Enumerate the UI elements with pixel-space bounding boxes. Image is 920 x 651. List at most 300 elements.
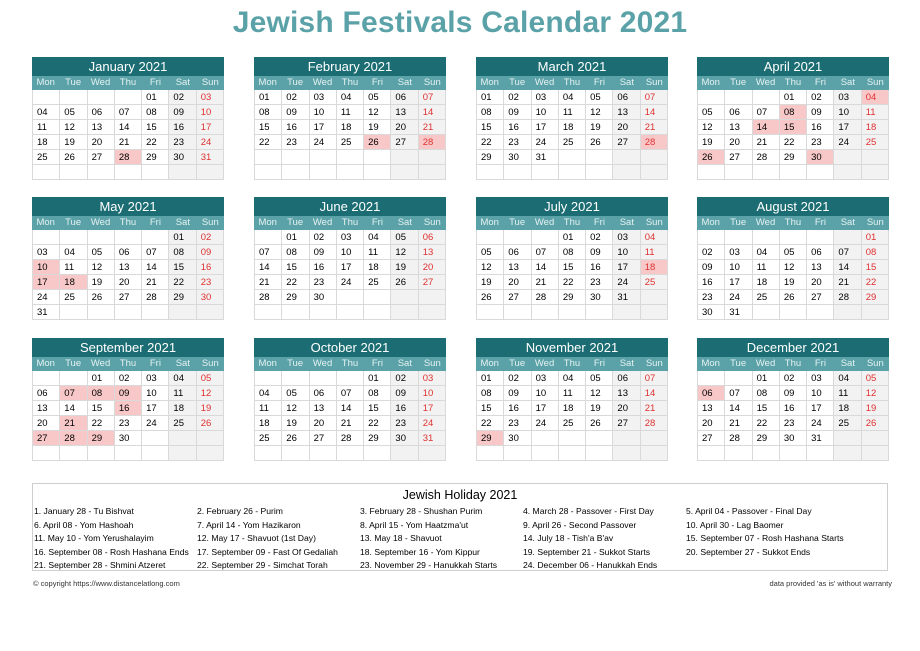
day-grid [697,90,889,180]
holiday-list-item: 11. May 10 - Yom Yerushalayim [34,533,154,543]
holiday-list-item: 6. April 08 - Yom Hashoah [34,519,134,530]
day-cell: 02 [504,371,531,386]
day-cell: 17 [807,401,834,416]
day-cell: 29 [559,290,586,305]
day-cell: 20 [807,275,834,290]
day-cell: 27 [419,275,446,290]
day-cell: 29 [364,431,391,446]
day-cell: 06 [310,386,337,401]
weekday-label: Sun [866,358,884,369]
day-cell: 12 [586,386,613,401]
month-calendar [697,197,889,320]
day-cell: 09 [504,386,531,401]
day-cell: 23 [698,290,725,305]
month-calendar [476,338,668,461]
day-cell: 21 [753,135,780,150]
empty-day-cell [532,165,559,180]
day-cell: 22 [88,416,115,431]
day-cell: 18 [169,401,196,416]
holiday-day-cell: 27 [33,431,60,446]
day-cell: 03 [337,230,364,245]
day-cell: 13 [504,260,531,275]
day-cell: 01 [862,230,889,245]
day-cell: 03 [613,230,640,245]
day-cell: 28 [834,290,861,305]
day-cell: 23 [197,275,224,290]
empty-day-cell [391,150,418,165]
empty-day-cell [310,446,337,461]
empty-day-cell [419,446,446,461]
empty-day-cell [807,165,834,180]
day-cell: 13 [725,120,752,135]
weekday-label: Mon [701,217,720,228]
day-cell: 12 [88,260,115,275]
weekday-header [476,76,668,90]
empty-day-cell [780,305,807,320]
holiday-list-item: 1. January 28 - Tu Bishvat [34,506,134,516]
day-cell: 26 [282,431,309,446]
empty-day-cell [88,165,115,180]
day-cell: 12 [477,260,504,275]
empty-day-cell [33,90,60,105]
day-cell: 08 [255,105,282,120]
day-cell: 28 [255,290,282,305]
weekday-label: Wed [312,217,333,228]
day-cell: 11 [33,120,60,135]
day-cell: 12 [391,245,418,260]
day-cell: 21 [641,401,668,416]
empty-day-cell [698,230,725,245]
day-cell: 12 [282,401,309,416]
empty-day-cell [310,150,337,165]
empty-day-cell [586,431,613,446]
day-cell: 24 [310,135,337,150]
empty-day-cell [698,165,725,180]
empty-day-cell [807,230,834,245]
empty-day-cell [477,230,504,245]
day-cell: 14 [115,120,142,135]
weekday-label: Thu [341,358,359,369]
day-cell: 12 [364,105,391,120]
day-cell: 02 [807,90,834,105]
day-cell: 25 [169,416,196,431]
day-cell: 30 [504,431,531,446]
empty-day-cell [364,305,391,320]
empty-day-cell [862,446,889,461]
day-cell: 09 [807,105,834,120]
day-cell: 17 [613,260,640,275]
holiday-day-cell: 18 [60,275,87,290]
weekday-label: Tue [509,77,526,88]
day-cell: 16 [504,401,531,416]
day-cell: 27 [613,135,640,150]
day-cell: 19 [60,135,87,150]
day-cell: 16 [197,260,224,275]
day-cell: 08 [477,105,504,120]
month-title: April 2021 [697,57,889,76]
day-cell: 06 [88,105,115,120]
weekday-label: Mon [258,217,277,228]
weekday-header [254,76,446,90]
weekday-label: Wed [90,217,111,228]
empty-day-cell [780,165,807,180]
weekday-label: Sun [201,77,219,88]
weekday-label: Sat [175,217,190,228]
day-cell: 25 [753,290,780,305]
day-cell: 17 [142,401,169,416]
holiday-list-item: 22. September 29 - Simchat Torah [197,560,328,570]
empty-day-cell [60,305,87,320]
day-cell: 07 [337,386,364,401]
day-cell: 27 [391,135,418,150]
weekday-label: Mon [480,358,499,369]
day-cell: 08 [559,245,586,260]
holiday-list-item: 23. November 29 - Hanukkah Starts [360,560,498,570]
day-cell: 27 [807,290,834,305]
day-cell: 27 [504,290,531,305]
day-cell: 14 [834,260,861,275]
day-cell: 13 [115,260,142,275]
empty-day-cell [753,446,780,461]
day-cell: 30 [391,431,418,446]
day-cell: 22 [559,275,586,290]
day-cell: 22 [477,135,504,150]
weekday-label: Tue [287,77,304,88]
empty-day-cell [504,305,531,320]
day-cell: 25 [641,275,668,290]
day-cell: 14 [641,105,668,120]
day-cell: 11 [364,245,391,260]
empty-day-cell [115,446,142,461]
holiday-list-item: 19. September 21 - Sukkot Starts [523,546,651,557]
weekday-label: Tue [730,217,747,228]
weekday-label: Fri [371,217,383,228]
day-cell: 23 [504,135,531,150]
day-cell: 20 [310,416,337,431]
weekday-label: Fri [149,77,161,88]
day-cell: 05 [88,245,115,260]
day-cell: 06 [613,371,640,386]
day-cell: 05 [282,386,309,401]
day-cell: 05 [197,371,224,386]
day-cell: 19 [586,120,613,135]
month-title: February 2021 [254,57,446,76]
day-cell: 08 [477,386,504,401]
empty-day-cell [559,150,586,165]
day-cell: 08 [753,386,780,401]
weekday-label: Tue [65,358,82,369]
day-cell: 18 [753,275,780,290]
empty-day-cell [834,305,861,320]
day-cell: 31 [613,290,640,305]
weekday-label: Thu [341,77,359,88]
weekday-label: Sun [645,217,663,228]
day-cell: 08 [169,245,196,260]
day-cell: 01 [477,90,504,105]
day-cell: 13 [88,120,115,135]
empty-day-cell [60,371,87,386]
empty-day-cell [613,150,640,165]
day-cell: 21 [725,416,752,431]
day-cell: 16 [310,260,337,275]
day-cell: 09 [391,386,418,401]
day-grid [32,371,224,461]
day-cell: 04 [559,90,586,105]
copyright-footer: © copyright https://www.distancelatlong.com [33,579,180,588]
day-cell: 31 [532,150,559,165]
day-cell: 22 [255,135,282,150]
weekday-label: Mon [480,77,499,88]
holiday-day-cell: 07 [60,386,87,401]
empty-day-cell [419,165,446,180]
day-cell: 02 [504,90,531,105]
day-cell: 21 [255,275,282,290]
empty-day-cell [559,165,586,180]
holiday-list-item: 3. February 28 - Shushan Purim [360,506,483,516]
weekday-label: Fri [593,358,605,369]
day-cell: 21 [337,416,364,431]
day-cell: 26 [197,416,224,431]
day-cell: 22 [862,275,889,290]
day-cell: 22 [142,135,169,150]
empty-day-cell [391,446,418,461]
empty-day-cell [60,446,87,461]
day-grid [697,230,889,320]
month-title: January 2021 [32,57,224,76]
day-cell: 16 [504,120,531,135]
day-cell: 01 [477,371,504,386]
day-cell: 24 [613,275,640,290]
weekday-label: Sat [397,358,412,369]
holiday-list-item: 17. September 09 - Fast Of Gedaliah [197,546,338,557]
day-cell: 23 [169,135,196,150]
weekday-label: Fri [814,217,826,228]
weekday-label: Fri [814,77,826,88]
day-cell: 22 [282,275,309,290]
day-cell: 11 [753,260,780,275]
day-cell: 30 [698,305,725,320]
holiday-list-box [32,483,888,571]
weekday-label: Sat [397,77,412,88]
day-cell: 24 [337,275,364,290]
holiday-list-item: 14. July 18 - Tish'a B'av [523,533,614,543]
empty-day-cell [255,305,282,320]
empty-day-cell [364,165,391,180]
empty-day-cell [807,446,834,461]
holiday-day-cell: 28 [115,150,142,165]
month-title: July 2021 [476,197,668,216]
day-cell: 19 [586,401,613,416]
day-cell: 10 [807,386,834,401]
day-cell: 26 [586,135,613,150]
empty-day-cell [337,305,364,320]
day-cell: 11 [641,245,668,260]
day-cell: 23 [310,275,337,290]
day-cell: 17 [532,401,559,416]
weekday-label: Thu [119,358,137,369]
month-calendar [32,197,224,320]
day-cell: 01 [255,90,282,105]
empty-day-cell [698,371,725,386]
day-cell: 29 [780,150,807,165]
holiday-list-item: 21. September 28 - Shmini Atzeret [34,560,166,570]
weekday-label: Sun [866,77,884,88]
holiday-day-cell: 26 [364,135,391,150]
day-cell: 24 [419,416,446,431]
empty-day-cell [807,305,834,320]
day-cell: 24 [532,416,559,431]
month-calendar [476,197,668,320]
empty-day-cell [115,165,142,180]
day-cell: 02 [197,230,224,245]
day-cell: 11 [169,386,196,401]
day-cell: 13 [310,401,337,416]
day-cell: 10 [142,386,169,401]
empty-day-cell [364,446,391,461]
day-cell: 14 [419,105,446,120]
day-cell: 05 [391,230,418,245]
day-cell: 01 [364,371,391,386]
empty-day-cell [753,165,780,180]
weekday-label: Sun [423,77,441,88]
day-cell: 27 [698,431,725,446]
weekday-label: Tue [730,77,747,88]
empty-day-cell [115,90,142,105]
empty-day-cell [586,446,613,461]
empty-day-cell [780,230,807,245]
day-cell: 11 [559,386,586,401]
day-cell: 08 [364,386,391,401]
holiday-day-cell: 29 [477,431,504,446]
day-cell: 13 [33,401,60,416]
weekday-label: Thu [563,217,581,228]
day-cell: 06 [419,230,446,245]
day-cell: 10 [613,245,640,260]
holiday-day-cell: 08 [88,386,115,401]
holiday-list-item: 2. February 26 - Purim [197,506,283,516]
empty-day-cell [532,305,559,320]
day-cell: 07 [834,245,861,260]
empty-day-cell [559,446,586,461]
day-cell: 20 [33,416,60,431]
empty-day-cell [504,230,531,245]
weekday-label: Thu [341,217,359,228]
holiday-list-item: 10. April 30 - Lag Baomer [686,519,784,530]
empty-day-cell [698,90,725,105]
day-cell: 24 [142,416,169,431]
empty-day-cell [255,150,282,165]
holiday-list-item: 12. May 17 - Shavuot (1st Day) [197,533,316,543]
empty-day-cell [725,446,752,461]
day-cell: 20 [613,401,640,416]
weekday-label: Mon [480,217,499,228]
day-cell: 30 [504,150,531,165]
day-cell: 21 [532,275,559,290]
day-cell: 22 [753,416,780,431]
day-cell: 07 [255,245,282,260]
holiday-day-cell: 14 [753,120,780,135]
empty-day-cell [613,165,640,180]
day-cell: 01 [88,371,115,386]
weekday-label: Sat [840,77,855,88]
day-cell: 03 [725,245,752,260]
day-cell: 19 [780,275,807,290]
day-cell: 04 [559,371,586,386]
day-cell: 13 [391,105,418,120]
day-cell: 26 [780,290,807,305]
weekday-label: Mon [258,358,277,369]
day-cell: 04 [337,90,364,105]
day-cell: 05 [477,245,504,260]
empty-day-cell [310,371,337,386]
day-cell: 15 [364,401,391,416]
day-cell: 05 [364,90,391,105]
weekday-label: Thu [563,358,581,369]
day-cell: 27 [115,290,142,305]
holiday-day-cell: 08 [780,105,807,120]
day-cell: 23 [282,135,309,150]
day-cell: 07 [641,90,668,105]
empty-day-cell [169,446,196,461]
empty-day-cell [753,230,780,245]
day-cell: 30 [586,290,613,305]
day-grid [476,371,668,461]
day-cell: 09 [197,245,224,260]
weekday-label: Wed [90,358,111,369]
day-grid [254,371,446,461]
day-cell: 15 [255,120,282,135]
month-title: June 2021 [254,197,446,216]
day-cell: 02 [310,230,337,245]
day-cell: 13 [807,260,834,275]
day-cell: 13 [698,401,725,416]
empty-day-cell [477,165,504,180]
holiday-day-cell: 29 [88,431,115,446]
empty-day-cell [142,431,169,446]
day-cell: 16 [586,260,613,275]
empty-day-cell [532,230,559,245]
day-cell: 12 [586,105,613,120]
weekday-label: Wed [90,77,111,88]
day-cell: 22 [364,416,391,431]
day-cell: 14 [641,386,668,401]
day-cell: 10 [197,105,224,120]
day-grid [697,371,889,461]
empty-day-cell [337,165,364,180]
day-cell: 15 [559,260,586,275]
day-cell: 05 [780,245,807,260]
day-cell: 08 [862,245,889,260]
month-title: March 2021 [476,57,668,76]
day-cell: 24 [532,135,559,150]
empty-day-cell [834,165,861,180]
day-cell: 20 [725,135,752,150]
empty-day-cell [197,431,224,446]
empty-day-cell [255,230,282,245]
weekday-label: Thu [563,77,581,88]
weekday-label: Mon [36,217,55,228]
holiday-day-cell: 04 [862,90,889,105]
weekday-header [476,216,668,230]
empty-day-cell [255,165,282,180]
day-cell: 18 [862,120,889,135]
day-cell: 22 [477,416,504,431]
weekday-label: Fri [814,358,826,369]
day-cell: 15 [477,120,504,135]
day-cell: 26 [60,150,87,165]
day-cell: 01 [559,230,586,245]
day-cell: 04 [364,230,391,245]
